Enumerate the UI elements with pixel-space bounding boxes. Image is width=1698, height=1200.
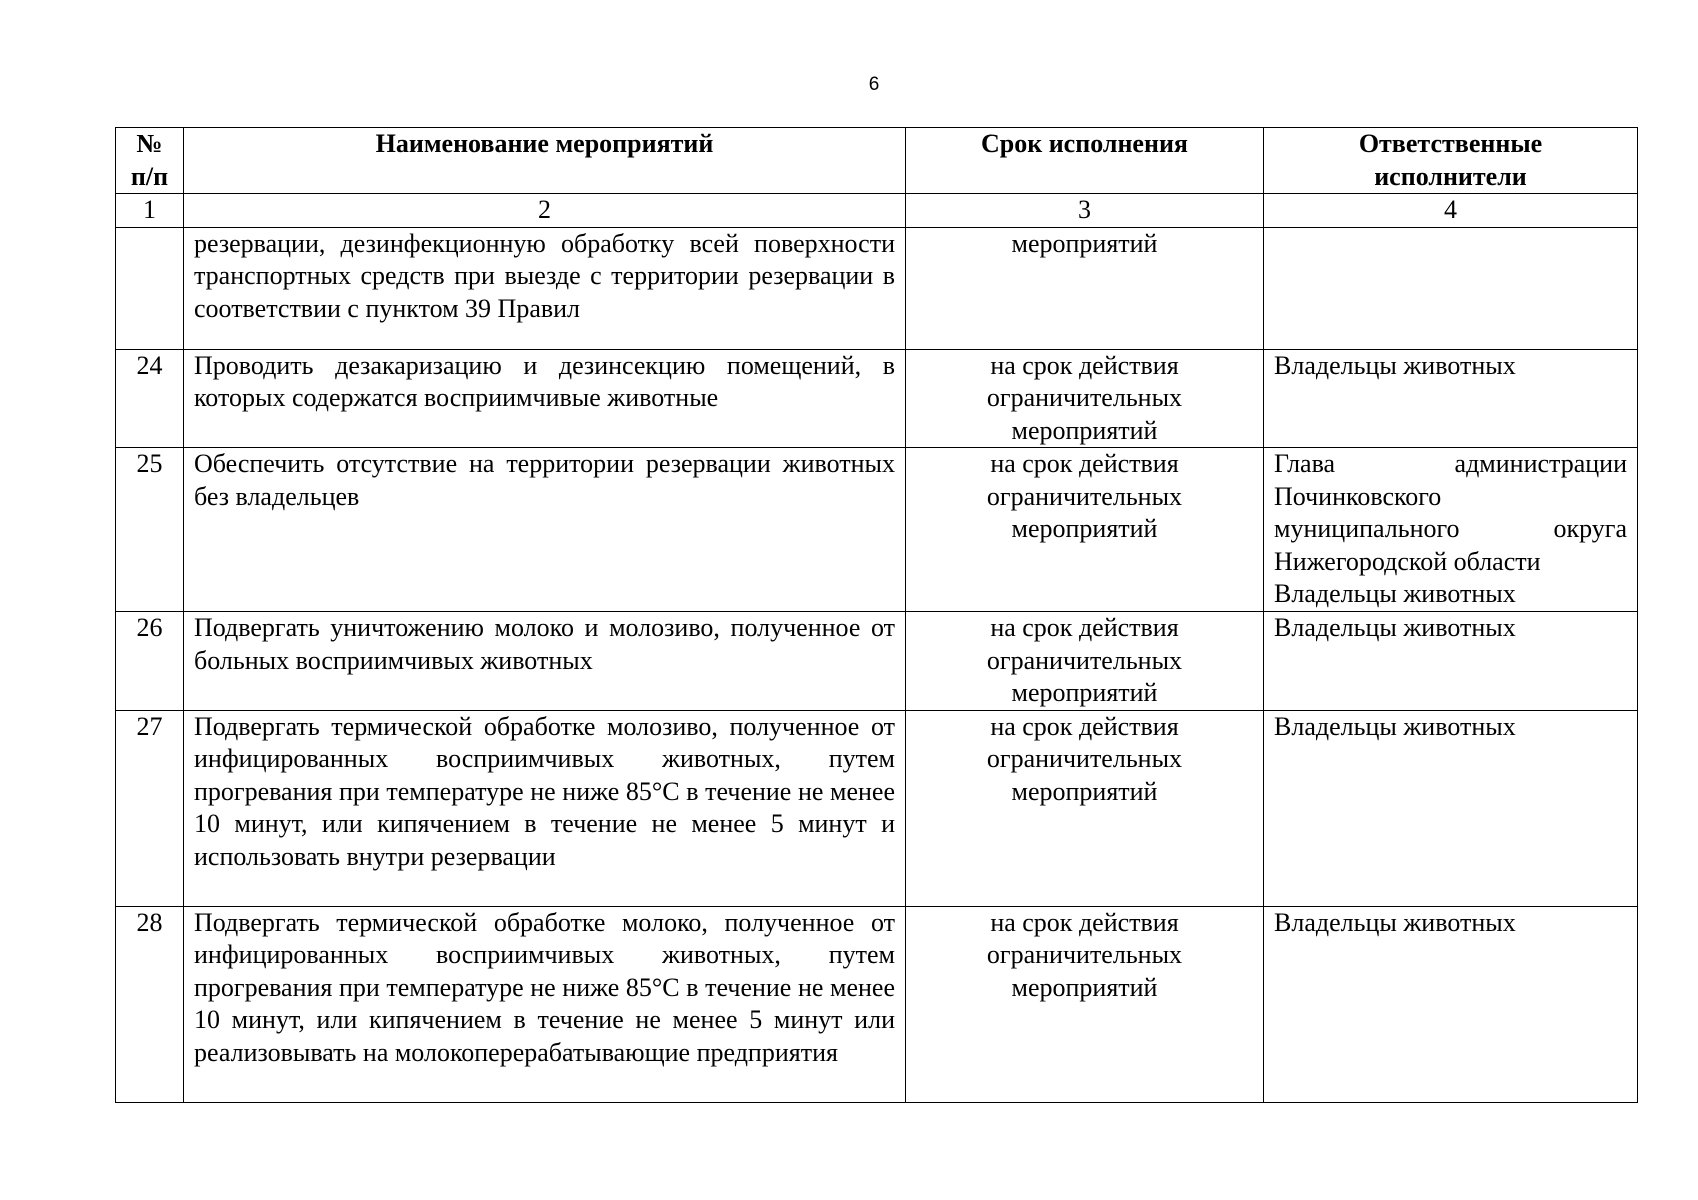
measure-term: на срок действия ограничительных мероприятий: [906, 710, 1264, 906]
measures-table: [115, 127, 1638, 1103]
measure-name: Подвергать уничтожению молоко и молозиво, полученное от больных восприимчивых животных: [184, 612, 906, 711]
measure-term: на срок действия ограничительных мероприятий: [906, 448, 1264, 612]
responsible-line: Владельцы животных: [1274, 613, 1516, 642]
header-num: [116, 128, 184, 194]
table-row: [116, 710, 1638, 906]
table-row: [116, 227, 1638, 349]
column-index: 3: [906, 194, 1264, 228]
measure-term: на срок действия ограничительных мероприятий: [906, 349, 1264, 448]
measure-responsible: [1264, 349, 1638, 448]
responsible-line: Владельцы животных: [1274, 579, 1516, 608]
column-index: 2: [184, 194, 906, 228]
responsible-line: Владельцы животных: [1274, 711, 1516, 741]
measure-responsible: [1264, 227, 1638, 349]
column-index-row: [116, 194, 1638, 228]
column-index: 1: [116, 194, 184, 228]
measure-term: мероприятий: [906, 227, 1264, 349]
measure-responsible: [1264, 710, 1638, 906]
row-number: 26: [116, 612, 184, 711]
header-resp: [1264, 128, 1638, 194]
table-row: [116, 612, 1638, 711]
header-resp-line1: Ответственные: [1358, 129, 1543, 158]
row-number: 24: [116, 349, 184, 448]
measure-responsible: [1264, 906, 1638, 1102]
page-number: 6: [868, 74, 880, 95]
table-row: [116, 906, 1638, 1102]
header-name: Наименование мероприятий: [184, 128, 906, 194]
header-resp-line2: исполнители: [1374, 161, 1527, 191]
table-row: [116, 349, 1638, 448]
row-number: [116, 227, 184, 349]
measure-term: на срок действия ограничительных мероприятий: [906, 612, 1264, 711]
header-num-line2: п/п: [130, 161, 169, 191]
responsible-line: Владельцы животных: [1274, 350, 1516, 380]
measure-responsible: [1264, 448, 1638, 612]
measure-name: Подвергать термической обработке молозиво, полученное от инфицированных восприимчивых животных, путем прогревания при температуре не ниже 85°С в течение не менее 10 минут, или кипячением в течение не менее 5 минут и использовать внутри резервации: [184, 710, 906, 906]
responsible-line: Нижегородской области: [1274, 546, 1541, 576]
column-index: 4: [1264, 194, 1638, 228]
row-number: 25: [116, 448, 184, 612]
measure-name: Обеспечить отсутствие на территории резервации животных без владельцев: [184, 448, 906, 612]
measure-name: Проводить дезакаризацию и дезинсекцию помещений, в которых содержатся восприимчивые животные: [184, 349, 906, 448]
responsible-line: Глава администрации: [1274, 449, 1627, 478]
header-num-line1: №: [136, 129, 163, 158]
measure-name: Подвергать термической обработке молоко, полученное от инфицированных восприимчивых животных, путем прогревания при температуре не ниже 85°С в течение не менее 10 минут, или кипячением в течение не менее 5 минут или реализовывать на молокоперерабатывающие предприятия: [184, 906, 906, 1102]
row-number: 27: [116, 710, 184, 906]
responsible-line: Починковского: [1274, 481, 1442, 511]
header-term: Срок исполнения: [906, 128, 1264, 194]
row-number: 28: [116, 906, 184, 1102]
measure-name: резервации, дезинфекционную обработку всей поверхности транспортных средств при выезде с территории резервации в соответствии с пунктом 39 Правил: [184, 227, 906, 349]
measure-responsible: [1264, 612, 1638, 711]
header-row: [116, 128, 1638, 194]
responsible-line: Владельцы животных: [1274, 907, 1516, 937]
measure-term: на срок действия ограничительных мероприятий: [906, 906, 1264, 1102]
responsible-line: муниципального округа: [1274, 514, 1627, 543]
table-row: [116, 448, 1638, 612]
